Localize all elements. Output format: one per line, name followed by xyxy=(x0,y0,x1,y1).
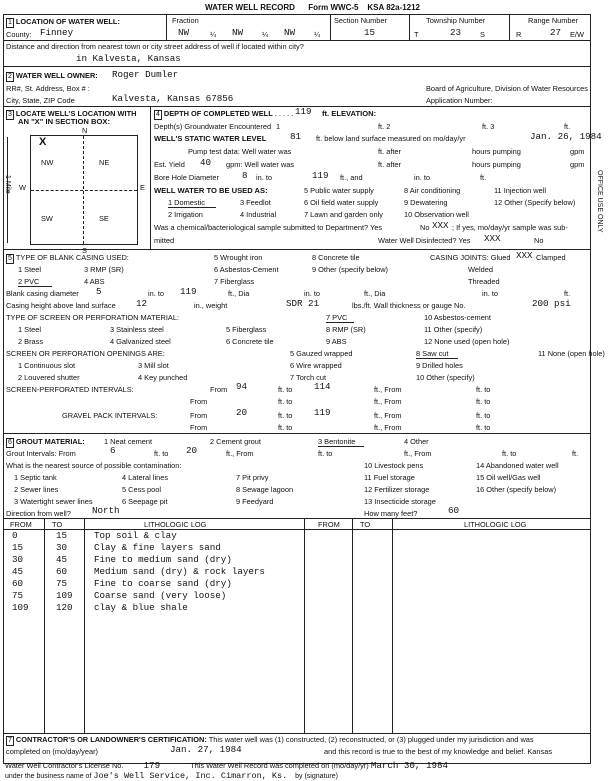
range-r: R xyxy=(516,30,522,39)
bore-label: Bore Hole Diameter xyxy=(154,173,219,182)
opening-11: 11 None (open hole) xyxy=(538,349,605,358)
perf-ft-to: ft. to xyxy=(278,385,293,394)
static-level-label: WELL'S STATIC WATER LEVEL xyxy=(154,134,267,143)
grout-intervals-label: Grout Intervals: From xyxy=(6,449,76,458)
chem-label: Was a chemical/bacteriological sample submitted to Department? Yes xyxy=(154,223,383,232)
pump-hours: hours pumping xyxy=(472,147,521,156)
gravel-to-value: 119 xyxy=(314,407,331,418)
grout-tail-4: ft. to xyxy=(502,449,517,458)
grout-tail-3: ft., From xyxy=(404,449,432,458)
perf-ft-to-3: ft. to xyxy=(278,397,293,406)
yield-hours: hours pumping xyxy=(472,160,521,169)
dia-in-to-3: in. to xyxy=(482,289,499,298)
log-desc: Top soil & clay xyxy=(94,530,177,541)
elevation-label: ft. ELEVATION: xyxy=(322,109,377,118)
address-label: RR#, St. Address, Box # : xyxy=(6,84,90,93)
contam-3: 3 Watertight sewer lines xyxy=(14,497,93,506)
use-10: 10 Observation well xyxy=(404,210,469,219)
log-from: 15 xyxy=(12,542,24,553)
perf-from-value: 94 xyxy=(236,381,248,392)
log-row xyxy=(4,603,304,615)
opening-9: 9 Drilled holes xyxy=(416,361,463,370)
section-7-label: 7 CONTRACTOR'S OR LANDOWNER'S CERTIFICATION: This water well was (1) constructed, (2) reconstructed, or (3) plugged under my jurisdiction and was xyxy=(8,735,534,744)
use-12: 12 Other (Specify below) xyxy=(494,198,576,207)
openings-label: SCREEN OR PERFORATION OPENINGS ARE: xyxy=(6,349,165,358)
gravel-ft-to: ft. to xyxy=(278,411,293,420)
weight-value: SDR 21 xyxy=(286,298,320,309)
use-5: 5 Public water supply xyxy=(304,186,374,195)
screen-label: TYPE OF SCREEN OR PERFORATION MATERIAL: xyxy=(6,313,180,322)
height-value: 12 xyxy=(136,298,148,309)
pump-test-label: Pump test data: Well water was xyxy=(188,147,292,156)
log-desc: clay & blue shale xyxy=(94,602,188,613)
township-value: 23 xyxy=(450,27,462,38)
use-11: 11 Injection well xyxy=(494,186,547,195)
section-3-label: 3 LOCATE WELL'S LOCATION WITH xyxy=(8,109,137,118)
log-desc: Fine to medium sand (dry) xyxy=(94,554,232,565)
use-6: 6 Oil field water supply xyxy=(304,198,379,207)
section-3-label-2: AN "X" IN SECTION BOX: xyxy=(18,117,111,126)
static-level-date: Jan. 26, 1984 xyxy=(530,131,602,142)
gravel-from-2-label: From xyxy=(190,423,208,432)
completed-label: completed on (mo/day/year) xyxy=(6,747,99,756)
grout-ft-to: ft. to xyxy=(154,449,169,458)
section-value: 15 xyxy=(364,27,376,38)
yield-label: Est. Yield xyxy=(154,160,185,169)
dia-rest: ft., Dia xyxy=(228,289,250,298)
perf-ft-to-2: ft. to xyxy=(476,385,491,394)
opening-2: 2 Louvered shutter xyxy=(18,373,80,382)
log-desc: Coarse sand (very loose) xyxy=(94,590,227,601)
contam-1: 1 Septic tank xyxy=(14,473,57,482)
bore-in-2: in. to xyxy=(414,173,431,182)
quadrant-sw: SW xyxy=(41,214,53,223)
opening-10: 10 Other (specify) xyxy=(416,373,475,382)
log-to: 75 xyxy=(56,578,68,589)
license-value: 179 xyxy=(143,760,161,771)
use-4: 4 Industrial xyxy=(240,210,277,219)
contam-15: 15 Oil well/Gas well xyxy=(476,473,541,482)
contam-16: 16 Other (specify below) xyxy=(476,485,557,494)
section-box xyxy=(30,135,138,245)
compass-e: E xyxy=(140,183,145,192)
log-desc: Fine to coarse sand (dry) xyxy=(94,578,232,589)
casing-5: 5 Wrought iron xyxy=(214,253,263,262)
distance-value: in Kalvesta, Kansas xyxy=(76,53,181,64)
contam-5: 5 Cess pool xyxy=(122,485,162,494)
contamination-label: What is the nearest source of possible contamination: xyxy=(6,461,182,470)
dia-to-value: 119 xyxy=(180,286,197,297)
application-label: Application Number: xyxy=(426,96,493,105)
screen-1: 1 Steel xyxy=(18,325,42,334)
opening-8: 8 Saw cut xyxy=(416,349,449,358)
chem-no-mark: XXX xyxy=(432,220,449,231)
casing-7: 7 Fiberglass xyxy=(214,277,255,286)
gravel-ft-to-4: ft. to xyxy=(476,423,491,432)
chem-mitted: mitted xyxy=(154,236,175,245)
log-to: 60 xyxy=(56,566,68,577)
screen-8: 8 RMP (SR) xyxy=(326,325,366,334)
direction-value: North xyxy=(92,505,120,516)
bore-to-value: 119 xyxy=(312,170,329,181)
log-to-header-2: TO xyxy=(360,520,371,529)
gravel-ft-from-2: ft., From xyxy=(374,423,402,432)
dia-in-to: in. to xyxy=(148,289,165,298)
grout-1: 1 Neat cement xyxy=(104,437,153,446)
gravel-from-value: 20 xyxy=(236,407,248,418)
log-lith-header-2: LITHOLOGIC LOG xyxy=(464,520,527,529)
contam-4: 4 Lateral lines xyxy=(122,473,169,482)
contam-8: 8 Sewage lagoon xyxy=(236,485,294,494)
weight-label: in., weight xyxy=(194,301,228,310)
casing-6: 6 Asbestos-Cement xyxy=(214,265,279,274)
section-number-label: Section Number xyxy=(334,16,387,25)
fraction-1: NW xyxy=(178,27,190,38)
bore-ft-2: ft. xyxy=(480,173,487,182)
screen-6: 6 Concrete tile xyxy=(226,337,274,346)
screen-12: 12 None used (open hole) xyxy=(424,337,510,346)
township-s: S xyxy=(480,30,485,39)
bore-in-to: in. to xyxy=(256,173,273,182)
yield-ft-after: ft. after xyxy=(378,160,402,169)
casing-9: 9 Other (specify below) xyxy=(312,265,388,274)
log-to: 120 xyxy=(56,602,73,613)
township-number-label: Township Number xyxy=(426,16,486,25)
perf-ft-from-2: ft., From xyxy=(374,397,402,406)
fraction-3: NW xyxy=(284,27,296,38)
completed-value: Jan. 27, 1984 xyxy=(170,744,242,755)
groundwater-label: Depth(s) Groundwater Encountered xyxy=(154,122,272,131)
gw-1: 1 xyxy=(276,122,281,131)
gw-3: ft. 3 xyxy=(482,122,495,131)
casing-1: 1 Steel xyxy=(18,265,42,274)
log-from: 75 xyxy=(12,590,24,601)
section-1-label: 1 LOCATION OF WATER WELL: xyxy=(8,17,120,26)
dia-value: 5 xyxy=(96,286,102,297)
opening-5: 5 Gauzed wrapped xyxy=(290,349,353,358)
grout-tail-2: ft. to xyxy=(318,449,333,458)
use-label: WELL WATER TO BE USED AS: xyxy=(154,186,268,195)
depth-value: 119 xyxy=(295,106,312,117)
log-to-header: TO xyxy=(52,520,63,529)
yield-gpm: gpm: Well water was xyxy=(226,160,295,169)
direction-label: Direction from well? xyxy=(6,509,71,518)
log-desc: Clay & fine layers sand xyxy=(94,542,221,553)
contam-9: 9 Feedyard xyxy=(236,497,274,506)
perf-ft-to-4: ft. to xyxy=(476,397,491,406)
gravel-ft-to-2: ft. to xyxy=(476,411,491,420)
contam-6: 6 Seepage pit xyxy=(122,497,168,506)
use-1: 1 Domestic xyxy=(168,198,205,207)
grout-ft: ft. xyxy=(572,449,579,458)
pump-ft-after: ft. after xyxy=(378,147,402,156)
record-date-value: March 30, 1984 xyxy=(370,760,449,771)
use-7: 7 Lawn and garden only xyxy=(304,210,383,219)
contam-12: 12 Fertilizer storage xyxy=(364,485,430,494)
completed-tail: and this record is true to the best of my knowledge and belief. Kansas xyxy=(324,747,553,756)
distance-label: Distance and direction from nearest town or city street address of well if located within city? xyxy=(6,42,304,51)
opening-3: 3 Mill slot xyxy=(138,361,169,370)
perf-ft-from: ft., From xyxy=(374,385,402,394)
dia-label: Blank casing diameter xyxy=(6,289,79,298)
static-level-text: ft. below land surface measured on mo/day/yr xyxy=(316,134,466,143)
grout-4: 4 Other xyxy=(404,437,429,446)
compass-w: W xyxy=(19,183,26,192)
business-line: under the business name of Joe's Well Service, Inc. Cimarron, Ks. by (signature) xyxy=(5,771,338,781)
compass-s: S xyxy=(82,246,87,255)
mile-label: 1 Mile xyxy=(4,175,11,194)
city-value: Kalvesta, Kansas 67856 xyxy=(112,93,234,104)
weight-tail: lbs./ft. Wall thickness or gauge No. xyxy=(352,301,466,310)
use-9: 9 Dewatering xyxy=(404,198,448,207)
range-number-label: Range Number xyxy=(528,16,579,25)
quarter-mark-1: ¼ xyxy=(210,30,217,39)
log-from: 0 xyxy=(12,530,18,541)
log-from: 45 xyxy=(12,566,24,577)
log-to: 15 xyxy=(56,530,68,541)
township-t: T xyxy=(414,30,419,39)
range-value: 27 xyxy=(550,27,562,38)
contam-7: 7 Pit privy xyxy=(236,473,269,482)
casing-3: 3 RMP (SR) xyxy=(84,265,124,274)
joints-label: CASING JOINTS: Glued xyxy=(430,253,511,262)
owner-value: Roger Dumler xyxy=(112,69,179,80)
screen-11: 11 Other (specify) xyxy=(424,325,483,334)
log-to: 45 xyxy=(56,554,68,565)
quadrant-se: SE xyxy=(99,214,109,223)
joints-welded: Welded xyxy=(468,265,493,274)
opening-1: 1 Continuous slot xyxy=(18,361,76,370)
section-6-label: 6 GROUT MATERIAL: xyxy=(8,437,85,446)
grout-3: 3 Bentonite xyxy=(318,437,356,446)
joints-glued: XXX xyxy=(516,250,533,261)
form-title: WATER WELL RECORD Form WWC-5 KSA 82a-1212 xyxy=(205,3,420,12)
grout-2: 2 Cement grout xyxy=(210,437,261,446)
perf-from-2-label: From xyxy=(190,397,208,406)
contam-2: 2 Sewer lines xyxy=(14,485,59,494)
use-3: 3 Feedlot xyxy=(240,198,271,207)
gauge-value: 200 psi xyxy=(532,298,571,309)
log-from-header-2: FROM xyxy=(318,520,340,529)
grout-tail-1: ft., From xyxy=(226,449,254,458)
section-2-label: 2 WATER WELL OWNER: xyxy=(8,71,98,80)
perf-label: SCREEN-PERFORATED INTERVALS: xyxy=(6,385,134,394)
contam-14: 14 Abandoned water well xyxy=(476,461,559,470)
business-value: Joe's Well Service, Inc. Cimarron, Ks. xyxy=(93,771,288,781)
dia-ft: ft., Dia xyxy=(364,289,386,298)
chem-tail: ; If yes, mo/day/yr sample was sub- xyxy=(452,223,568,232)
contam-11: 11 Fuel storage xyxy=(364,473,415,482)
log-from: 60 xyxy=(12,578,24,589)
screen-3: 3 Stainless steel xyxy=(110,325,164,334)
fraction-2: NW xyxy=(232,27,244,38)
casing-2: 2 PVC xyxy=(18,277,40,286)
county-value: Finney xyxy=(40,27,74,38)
casing-8: 8 Concrete tile xyxy=(312,253,360,262)
joints-threaded: Threaded xyxy=(468,277,500,286)
quadrant-nw: NW xyxy=(41,158,54,167)
static-level-value: 81 xyxy=(290,131,302,142)
quarter-mark-2: ¼ xyxy=(262,30,269,39)
disinfect-no: No xyxy=(534,236,544,245)
pump-gpm: gpm xyxy=(570,147,585,156)
screen-7: 7 PVC xyxy=(326,313,348,322)
log-lith-header: LITHOLOGIC LOG xyxy=(144,520,207,529)
contam-13: 13 Insecticide storage xyxy=(364,497,436,506)
joints-clamped: Clamped xyxy=(536,253,566,262)
gravel-ft-to-3: ft. to xyxy=(278,423,293,432)
how-many-feet-value: 60 xyxy=(448,505,460,516)
range-ew: E/W xyxy=(570,30,584,39)
log-desc: Medium sand (dry) & rock layers xyxy=(94,566,265,577)
log-from: 109 xyxy=(12,602,29,613)
log-from-header: FROM xyxy=(10,520,32,529)
quadrant-ne: NE xyxy=(99,158,110,167)
disinfect-label: Water Well Disinfected? Yes xyxy=(378,236,471,245)
perf-from-label: From xyxy=(210,385,228,394)
opening-6: 6 Wire wrapped xyxy=(290,361,342,370)
county-label: County: xyxy=(6,30,32,39)
yield-value: 40 xyxy=(200,157,212,168)
compass-n: N xyxy=(82,126,88,135)
gravel-from-label: From xyxy=(190,411,208,420)
use-8: 8 Air conditioning xyxy=(404,186,461,195)
office-use-label: OFFICE USE ONLY xyxy=(596,170,603,233)
gw-2: ft. 2 xyxy=(378,122,391,131)
dia-in-to-2: in. to xyxy=(304,289,321,298)
screen-10: 10 Asbestos-cement xyxy=(424,313,491,322)
contam-10: 10 Livestock pens xyxy=(364,461,424,470)
opening-7: 7 Torch cut xyxy=(290,373,327,382)
gw-ft: ft. xyxy=(564,122,571,131)
gravel-label: GRAVEL PACK INTERVALS: xyxy=(62,411,158,420)
screen-4: 4 Galvanized steel xyxy=(110,337,171,346)
bore-ft: ft., and xyxy=(340,173,363,182)
disinfect-yes: XXX xyxy=(484,233,501,244)
bore-value: 8 xyxy=(242,170,248,181)
dia-ft-2: ft. xyxy=(564,289,571,298)
grout-to-value: 20 xyxy=(186,445,198,456)
log-to: 30 xyxy=(56,542,68,553)
grout-from-value: 6 xyxy=(110,445,116,456)
height-label: Casing height above land surface xyxy=(6,301,116,310)
perf-to-value: 114 xyxy=(314,381,331,392)
gravel-ft-from: ft., From xyxy=(374,411,402,420)
opening-4: 4 Key punched xyxy=(138,373,188,382)
city-label: City, State, ZIP Code xyxy=(6,96,75,105)
yield-gpm-2: gpm xyxy=(570,160,585,169)
chem-no: No xyxy=(420,223,430,232)
use-2: 2 Irrigation xyxy=(168,210,203,219)
how-many-feet-label: How many feet? xyxy=(364,509,418,518)
board-label: Board of Agriculture, Division of Water Resources xyxy=(426,84,588,93)
section-5-label: 5 TYPE OF BLANK CASING USED: xyxy=(8,253,129,262)
log-to: 109 xyxy=(56,590,73,601)
quarter-mark-3: ¼ xyxy=(314,30,321,39)
screen-5: 5 Fiberglass xyxy=(226,325,267,334)
well-location-mark: X xyxy=(39,136,47,148)
fraction-label: Fraction xyxy=(172,16,199,25)
casing-4: 4 ABS xyxy=(84,277,105,286)
screen-9: 9 ABS xyxy=(326,337,347,346)
log-from: 30 xyxy=(12,554,24,565)
screen-2: 2 Brass xyxy=(18,337,44,346)
license-line: Water Well Contractor's License No. 179 This Water Well Record was completed on (mo/day/yr) March 30, 1984 xyxy=(5,760,449,771)
depth-label: 4 DEPTH OF COMPLETED WELL . . . . . xyxy=(156,109,294,118)
